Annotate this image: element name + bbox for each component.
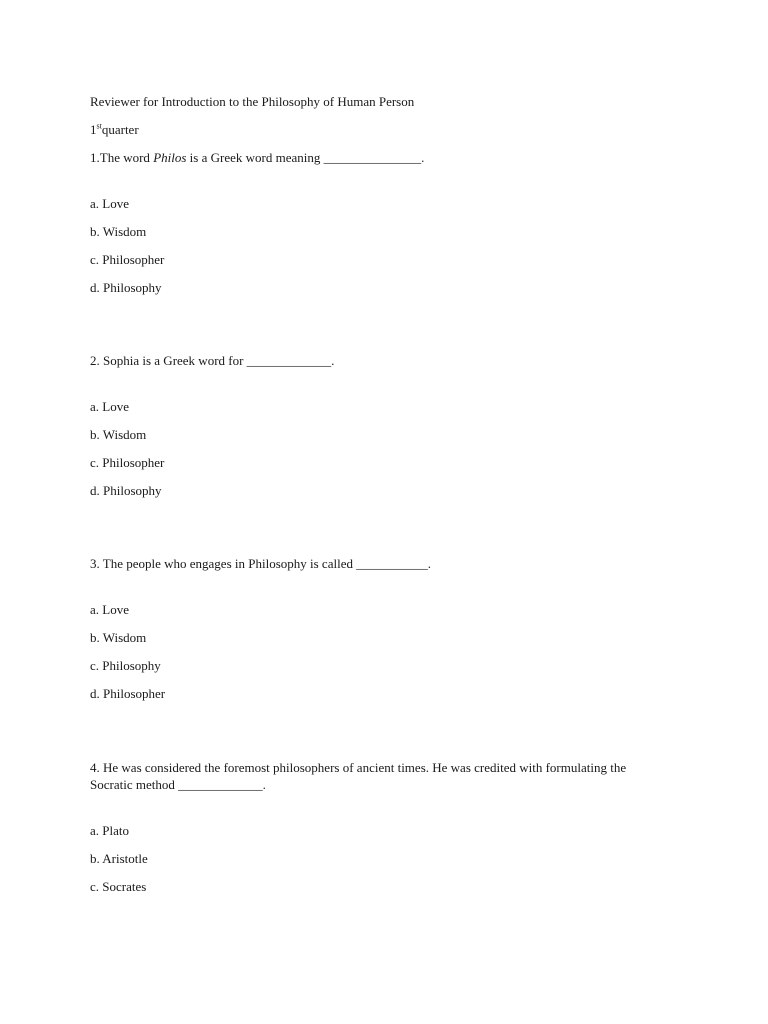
question-2-text: 2. Sophia is a Greek word for _____________. xyxy=(90,353,335,368)
quarter-number: 1 xyxy=(90,122,97,137)
question-3-option-b: b. Wisdom xyxy=(90,630,147,645)
question-3-text: 3. The people who engages in Philosophy is called ___________. xyxy=(90,556,431,571)
question-4-text-line-1: 4. He was considered the foremost philosophers of ancient times. He was credited with formulating the xyxy=(90,760,627,775)
question-4-text-line-2: Socratic method _____________. xyxy=(90,777,266,792)
question-2-option-a: a. Love xyxy=(90,399,129,414)
question-1-option-d: d. Philosophy xyxy=(90,280,162,295)
document-title: Reviewer for Introduction to the Philosophy of Human Person xyxy=(90,94,415,109)
question-4-option-c: c. Socrates xyxy=(90,879,147,894)
question-3-option-d: d. Philosopher xyxy=(90,686,166,701)
quarter-ordinal-suffix: st xyxy=(96,121,102,131)
question-4-option-b: b. Aristotle xyxy=(90,851,148,866)
question-1-option-a: a. Love xyxy=(90,196,129,211)
question-2-option-c: c. Philosopher xyxy=(90,455,165,470)
question-3-option-a: a. Love xyxy=(90,602,129,617)
question-2-option-d: d. Philosophy xyxy=(90,483,162,498)
question-2-option-b: b. Wisdom xyxy=(90,427,147,442)
quarter-label xyxy=(90,121,139,138)
question-1-option-b: b. Wisdom xyxy=(90,224,147,239)
question-1-text xyxy=(90,149,424,166)
question-1-option-c: c. Philosopher xyxy=(90,252,165,267)
question-3-option-c: c. Philosophy xyxy=(90,658,161,673)
question-1-suffix: is a Greek word meaning _______________. xyxy=(186,150,425,165)
question-4-option-a: a. Plato xyxy=(90,823,129,838)
question-1-italic-term: Philos xyxy=(153,150,187,165)
question-1-prefix: 1.The word xyxy=(90,150,154,165)
quarter-word: quarter xyxy=(101,122,139,137)
